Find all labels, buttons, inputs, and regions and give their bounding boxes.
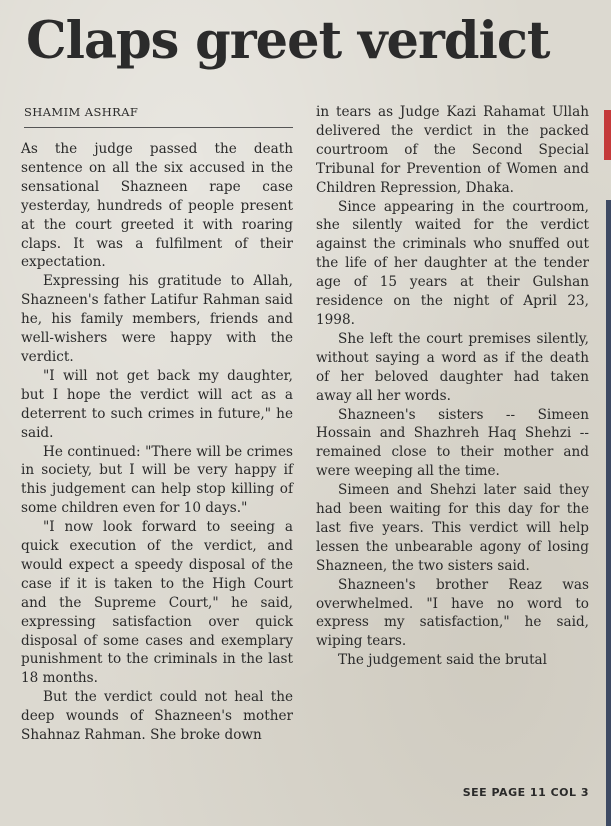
paragraph: He continued: "There will be crimes in society, but I will be very happy if this judgement can help stop killing of some children even for 10 days." [21,443,293,517]
page-edge-red-strip [604,110,611,160]
paragraph: Simeen and Shehzi later said they had been waiting for this day for the last five years. This verdict will help lessen the unbearable agony of losing Shazneen, the two sisters said. [316,482,589,574]
page-edge-blue-strip [606,200,611,826]
article-column-right [316,103,589,670]
paragraph: "I will not get back my daughter, but I hope the verdict will act as a deterrent to such crimes in future," he said. [21,367,293,441]
paragraph: She left the court premises silently, without saying a word as if the death of her beloved daughter had taken away all her words. [316,330,589,404]
paragraph: Since appearing in the courtroom, she silently waited for the verdict against the criminals who snuffed out the life of her daughter at the tender age of 15 years at their Gulshan residence on the night of April 23, 1998. [316,198,589,328]
paragraph: Expressing his gratitude to Allah, Shazneen's father Latifur Rahman said he, his family members, friends and well-wishers were happy with the verdict. [21,273,293,365]
byline: SHAMIM ASHRAF [24,105,293,128]
paragraph: As the judge passed the death sentence on all the six accused in the sensational Shazneen rape case yesterday, hundreds of people present at the court greeted it with roaring claps. It was a fulfilment of their expectation. [21,141,293,271]
paragraph: Shazneen's sisters -- Simeen Hossain and Shazhreh Haq Shehzi -- remained close to their mother and were weeping all the time. [316,406,589,480]
article-column-left [21,103,293,745]
paragraph: Shazneen's brother Reaz was overwhelmed. "I have no word to express my satisfaction," he said, wiping tears. [316,576,589,650]
paragraph: in tears as Judge Kazi Rahamat Ullah delivered the verdict in the packed courtroom of the Second Special Tribunal for Prevention of Women and Children Repression, Dhaka. [316,104,589,196]
continued-on-page-label: SEE PAGE 11 COL 3 [462,786,589,799]
byline-spacer [21,128,293,140]
paragraph: But the verdict could not heal the deep wounds of Shazneen's mother Shahnaz Rahman. She broke down [21,689,293,744]
paragraph: The judgement said the brutal [338,652,547,669]
paragraph: "I now look forward to seeing a quick execution of the verdict, and would expect a speedy disposal of the case if it is taken to the High Court and the Supreme Court," he said, expressing satisfaction over quick disposal of some cases and exemplary punishment to the criminals in the last 18 months. [21,519,293,687]
headline: Claps greet verdict [26,11,550,71]
